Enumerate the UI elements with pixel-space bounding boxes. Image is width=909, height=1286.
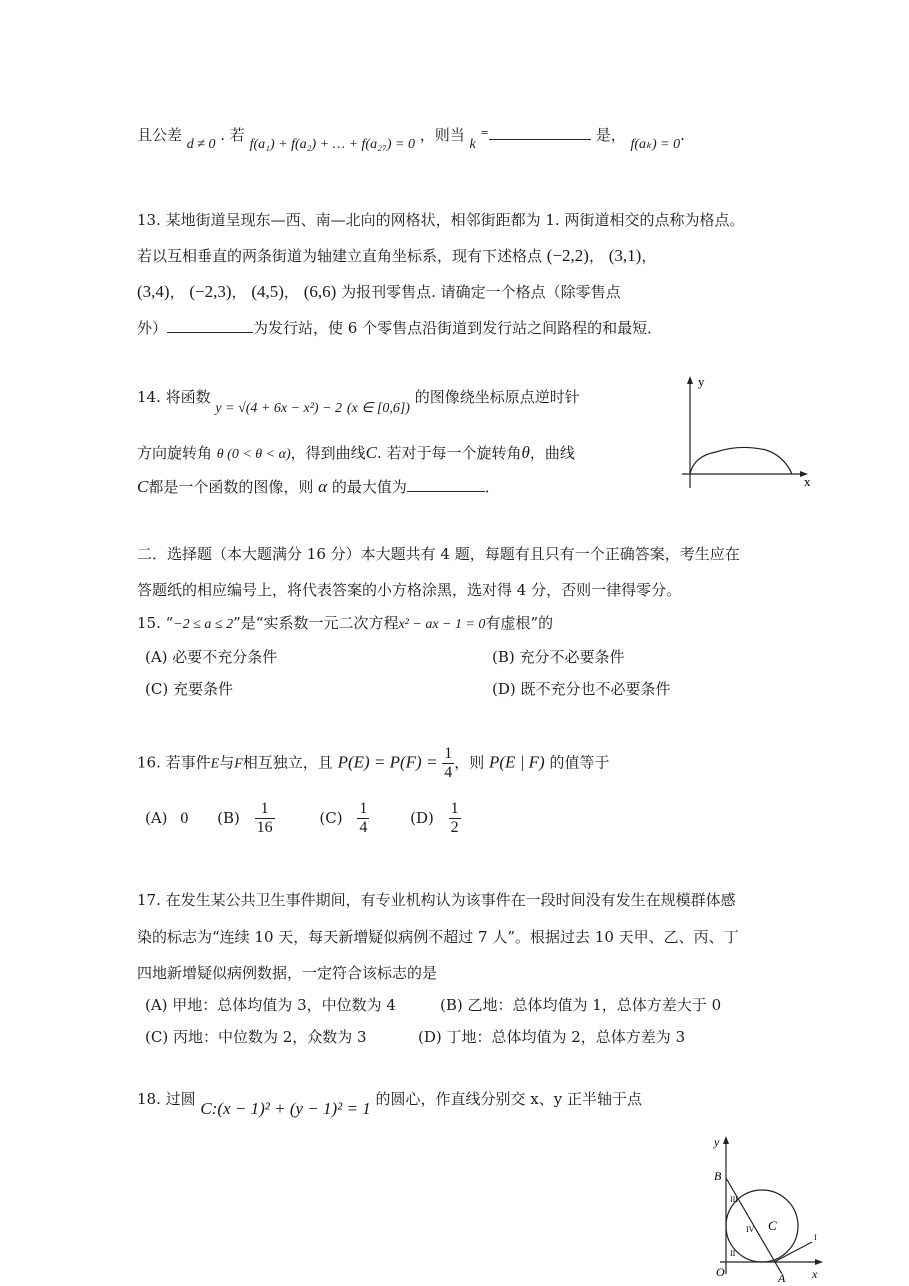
fig-y-label: y xyxy=(714,1135,720,1149)
q14-text: 的最大值为 xyxy=(331,478,407,496)
option-fraction xyxy=(449,800,461,837)
fraction-numerator: 1 xyxy=(444,745,453,762)
q12-eq-sign: = xyxy=(480,128,489,139)
q14-line-1 xyxy=(137,386,580,416)
q14-answer-blank[interactable] xyxy=(407,477,485,492)
q13-text: 为发行站，使 6 个零售点沿街道到发行站之间路程的和最短． xyxy=(253,319,663,337)
q17-option-a[interactable]: (A) 甲地：总体均值为 3，中位数为 4 xyxy=(145,996,396,1014)
region-i-label: I xyxy=(814,1233,817,1242)
q13-line-3 xyxy=(137,281,621,302)
q14-alpha: α xyxy=(318,477,328,496)
q13-text: 若以互相垂直的两条街道为轴建立直角坐标系，现有下述格点 xyxy=(137,247,543,265)
q15-text: 15. “ xyxy=(137,614,174,632)
q14-text: 方向旋转角 xyxy=(137,444,213,462)
q14-text: 14. 将函数 xyxy=(137,388,211,406)
fraction-denominator: 4 xyxy=(359,819,368,836)
q15-option-b[interactable]: (B) 充分不必要条件 xyxy=(492,648,625,666)
q14-curve xyxy=(690,447,792,474)
q14-function: y = √(4 + 6x − x²) − 2 xyxy=(215,401,343,416)
q12-line xyxy=(137,124,685,152)
q15-equation: x² − ax − 1 = 0 xyxy=(398,617,486,632)
q15-option-c[interactable]: (C) 充要条件 xyxy=(145,680,233,698)
q18-stem xyxy=(137,1088,642,1118)
q16-probability: P(E) = P(F) = xyxy=(337,752,438,772)
q17-option-c[interactable]: (C) 丙地：中位数为 2，众数为 3 xyxy=(145,1028,367,1046)
q16-text: ，则 xyxy=(454,753,485,772)
fraction-numerator: 1 xyxy=(255,800,275,819)
x-axis-arrow-icon xyxy=(815,1259,823,1265)
point-b-label: B xyxy=(714,1169,722,1183)
q13-point-1: (−2,2) xyxy=(546,246,589,265)
q12-text: ，则当 xyxy=(419,126,465,144)
q14-text: ，得到曲线 xyxy=(290,444,366,462)
q13-comma: ， xyxy=(588,247,604,265)
y-axis-arrow-icon xyxy=(723,1136,729,1144)
q14-theta-range: θ (0 < θ < α) xyxy=(216,447,291,462)
q13-comma: ， xyxy=(283,283,299,301)
region-iv-label: IV xyxy=(746,1225,755,1234)
q17-option-b[interactable]: (B) 乙地：总体均值为 1，总体方差大于 0 xyxy=(440,996,722,1014)
q15-stem xyxy=(137,612,553,633)
center-c-label: C xyxy=(768,1218,777,1233)
q16-text: 相互独立，且 xyxy=(242,753,333,772)
q12-k: k xyxy=(469,137,476,152)
q15-text: 有虚根”的 xyxy=(485,614,554,632)
q13-comma: ， xyxy=(169,283,185,301)
q13-point-2: (3,1) xyxy=(608,246,642,265)
q12-dot: . xyxy=(680,126,685,144)
q18-figure xyxy=(712,1134,824,1284)
q14-curve-c: C xyxy=(365,443,377,462)
q14-text: ． xyxy=(484,478,500,496)
q14-line-2 xyxy=(137,442,575,463)
region-iii-label: III xyxy=(730,1195,738,1204)
q14-theta: θ xyxy=(521,443,530,462)
option-label: (D) xyxy=(410,808,434,827)
q13-point-6: (6,6) xyxy=(303,282,337,301)
q18-circle-equation: C:(x − 1)² + (y − 1)² = 1 xyxy=(200,1099,371,1118)
point-a-label: A xyxy=(778,1271,786,1284)
option-fraction xyxy=(255,800,275,837)
q14-line-3 xyxy=(137,476,500,497)
q13-comma: ， xyxy=(231,283,247,301)
q16-conditional: P(E | F) xyxy=(489,752,545,772)
q17-option-d[interactable]: (D) 丁地：总体均值为 2，总体方差为 3 xyxy=(418,1028,686,1046)
q13-comma: ， xyxy=(641,247,657,265)
fraction-denominator: 2 xyxy=(450,819,459,836)
q16-options xyxy=(145,800,461,837)
fraction-denominator: 4 xyxy=(444,764,453,781)
q18-text: 的圆心，作直线分别交 x、y 正半轴于点 xyxy=(375,1090,642,1108)
q14-text: 的图像绕坐标原点逆时针 xyxy=(414,388,580,406)
fraction-numerator: 1 xyxy=(450,800,459,817)
origin-label: O xyxy=(716,1265,725,1279)
q16-text: 16. 若事件 xyxy=(137,753,211,772)
q17-line-3: 四地新增疑似病例数据，一定符合该标志的是 xyxy=(137,964,438,982)
q16-option-d[interactable] xyxy=(410,800,461,836)
option-fraction xyxy=(357,800,369,837)
q12-text: . 若 xyxy=(220,126,245,144)
q13-text: 外） xyxy=(137,319,168,337)
q13-line-2 xyxy=(137,245,656,266)
q12-d-condition: d ≠ 0 xyxy=(186,137,216,152)
q12-fk-equation: f(aₖ) = 0 xyxy=(630,137,681,152)
q13-point-3: (3,4) xyxy=(137,282,170,301)
region-ii-label: II xyxy=(730,1249,736,1258)
option-label: (C) xyxy=(319,808,343,827)
q14-graph xyxy=(678,372,818,492)
fig-x-label: x xyxy=(812,1267,818,1281)
q15-option-d[interactable]: (D) 既不充分也不必要条件 xyxy=(492,680,671,698)
fraction-denominator: 16 xyxy=(256,819,273,836)
q14-text: 都是一个函数的图像，则 xyxy=(148,478,314,496)
q15-condition: −2 ≤ a ≤ 2 xyxy=(173,617,234,632)
q16-event-f: F xyxy=(234,756,243,772)
q16-option-c[interactable] xyxy=(319,800,374,836)
q14-text: ，曲线 xyxy=(529,444,575,462)
q16-text: 的值等于 xyxy=(549,753,610,772)
section2-line-1: 二．选择题（本大题满分 16 分）本大题共有 4 题，每题有且只有一个正确答案，考生应在 xyxy=(137,545,740,563)
q15-option-a[interactable]: (A) 必要不充分条件 xyxy=(145,648,278,666)
section2-line-2: 答题纸的相应编号上，将代表答案的小方格涂黑，选对得 4 分，否则一律得零分。 xyxy=(137,581,682,599)
q12-text: 是， xyxy=(595,126,626,144)
q16-option-b[interactable] xyxy=(217,800,279,836)
q13-line-4 xyxy=(137,317,662,338)
q15-text: ”是“实系数一元二次方程 xyxy=(233,614,399,632)
q16-stem xyxy=(137,745,609,782)
q16-option-a[interactable] xyxy=(145,809,193,827)
q13-line-1: 13. 某地街道呈现东—西、南—北向的网格状，相邻街距都为 1. 两街道相交的点称为格点。 xyxy=(137,211,745,229)
q13-text: 为报刊零售点. 请确定一个格点（除零售点 xyxy=(341,283,621,301)
q13-answer-blank[interactable] xyxy=(167,318,253,333)
y-axis-arrow-icon xyxy=(687,376,693,384)
q17-line-2: 染的标志为“连续 10 天，每天新增疑似病例不超过 7 人”。根据过去 10 天甲、乙、丙、丁 xyxy=(137,928,739,946)
q12-sum-equation: f(a₁) + f(a₂) + … + f(a₂₇) = 0 xyxy=(249,137,415,152)
option-label: (B) xyxy=(217,808,240,827)
option-value: 0 xyxy=(180,809,189,827)
q17-line-1: 17. 在发生某公共卫生事件期间，有专业机构认为该事件在一段时间没有发生在规模群体感 xyxy=(137,891,736,909)
q14-domain: (x ∈ [0,6]) xyxy=(346,401,410,416)
q14-text: . 若对于每一个旋转角 xyxy=(376,444,522,462)
q12-text: 且公差 xyxy=(137,126,183,144)
q13-point-5: (4,5) xyxy=(251,282,284,301)
q13-point-4: (−2,3) xyxy=(189,282,232,301)
fraction-numerator: 1 xyxy=(359,800,368,817)
graph-x-label: x xyxy=(804,474,811,489)
q14-curve-c: C xyxy=(137,477,149,496)
q12-answer-blank[interactable] xyxy=(489,125,591,140)
option-label: (A) xyxy=(145,808,168,827)
graph-y-label: y xyxy=(698,374,705,389)
q16-event-e: E xyxy=(210,756,220,772)
q18-text: 18. 过圆 xyxy=(137,1090,196,1108)
q16-fraction xyxy=(442,745,454,782)
q16-text: 与 xyxy=(219,753,235,772)
